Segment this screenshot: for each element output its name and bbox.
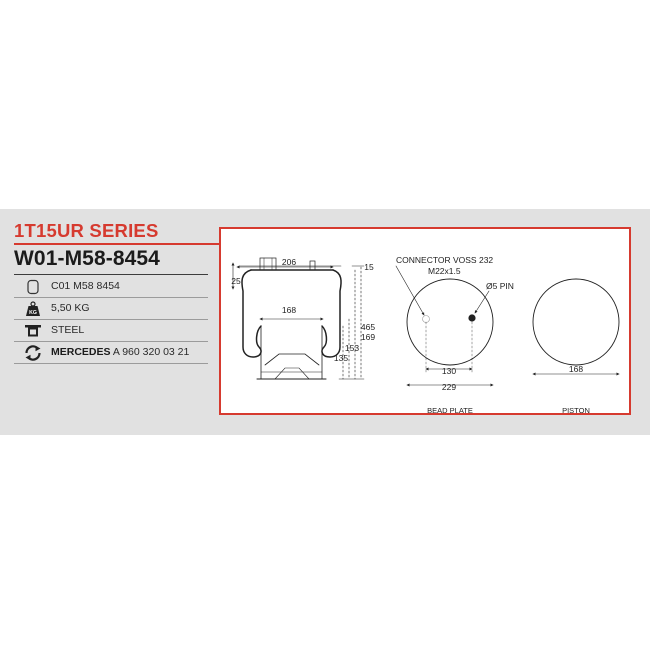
dim-465: 465	[360, 322, 376, 332]
crossref-brand: MERCEDES	[51, 346, 111, 358]
dim-135: 135	[333, 353, 349, 363]
model-code: W01-M58-8454	[14, 247, 160, 270]
pin-label: Ø5 PIN	[486, 281, 514, 291]
spec-row-weight	[14, 298, 208, 320]
side-view	[239, 258, 341, 379]
dim-168-inner: 168	[281, 305, 297, 315]
dim-130: 130	[441, 366, 457, 376]
dim-15: 15	[364, 262, 374, 272]
dim-168-piston: 168	[568, 364, 584, 374]
dim-25: 25	[231, 276, 241, 286]
crossref-number: A 960 320 03 21	[112, 346, 190, 358]
weight-kg-icon	[22, 301, 44, 317]
thread-label: M22x1.5	[428, 266, 461, 276]
spec-row-material	[14, 320, 208, 342]
piston-caption: PISTON	[562, 406, 590, 413]
piston-steel-icon	[22, 323, 44, 339]
spec-row-crossref	[14, 342, 208, 364]
spec-material-value: STEEL	[51, 324, 85, 336]
dim-206: 206	[281, 257, 297, 267]
cross-reference-icon	[22, 345, 44, 361]
spec-code-value: C01 M58 8454	[51, 280, 120, 292]
model-divider	[14, 274, 208, 275]
series-underline	[14, 243, 220, 245]
connector-label: CONNECTOR VOSS 232	[396, 255, 494, 265]
series-title: 1T15UR SERIES	[14, 220, 159, 241]
bellow-icon	[22, 279, 44, 295]
spec-weight-value: 5,50 KG	[51, 302, 90, 314]
weight-badge-text: KG	[29, 310, 37, 316]
spec-row-code	[14, 276, 208, 298]
dim-153: 153	[344, 343, 360, 353]
piston-view	[533, 279, 619, 374]
dim-169: 169	[360, 332, 376, 342]
technical-drawing	[219, 227, 631, 415]
bead-plate-caption: BEAD PLATE	[427, 406, 473, 413]
dim-229: 229	[441, 382, 457, 392]
